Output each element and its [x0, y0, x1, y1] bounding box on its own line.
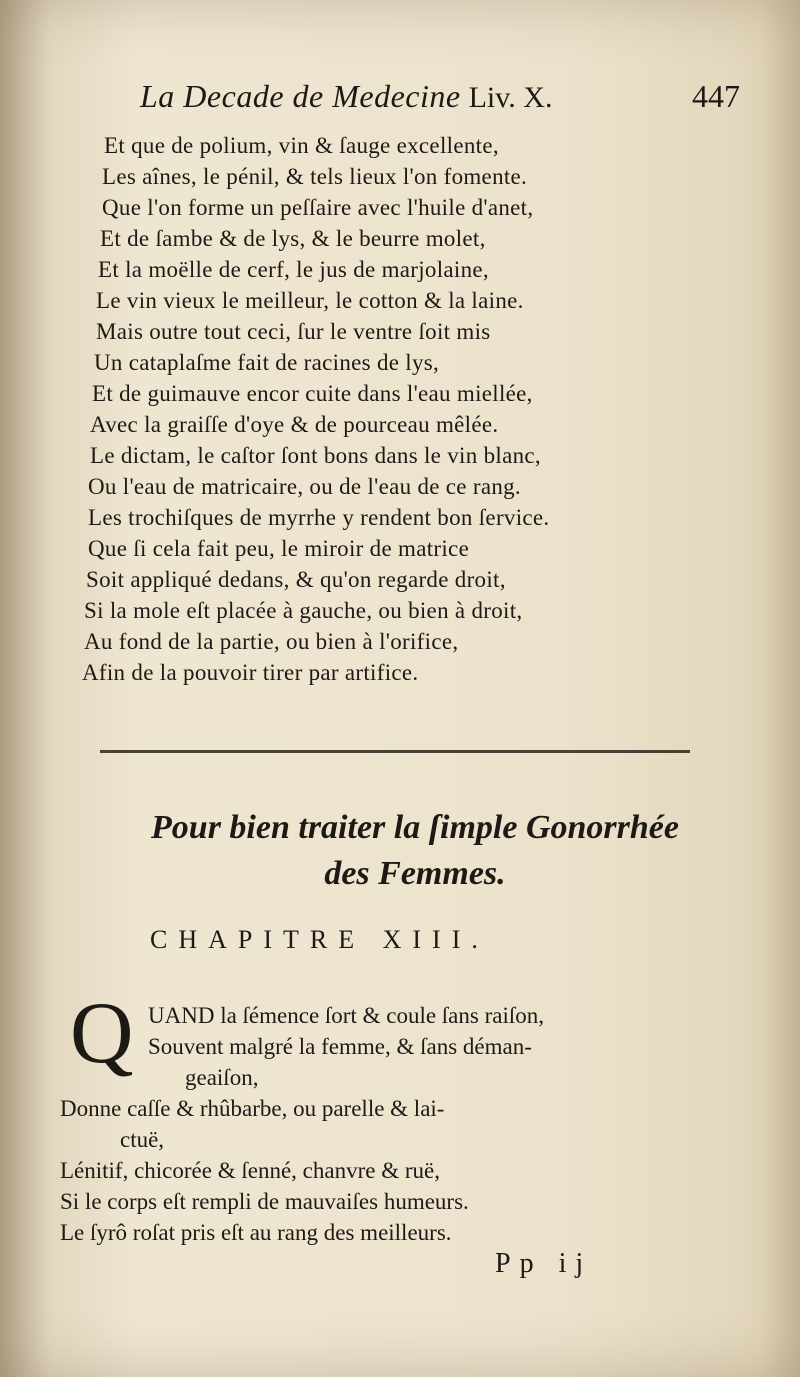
body-line: Le ſyrô roſat pris eſt au rang des meilleurs. [60, 1220, 452, 1245]
verse-line: Que ſi cela fait peu, le miroir de matrice [88, 536, 470, 561]
body-line: UAND la ſémence ſort & coule ſans raiſon, [148, 1003, 544, 1028]
verse-line: Avec la graiſſe d'oye & de pourceau mêlée. [90, 412, 499, 437]
verse-block [82, 130, 742, 688]
verse-line: Un cataplaſme fait de racines de lys, [94, 350, 440, 375]
verse-line: Le vin vieux le meilleur, le cotton & la laine. [96, 288, 524, 313]
body-line: Souvent malgré la femme, & ſans déman- [148, 1034, 532, 1059]
verse-line: Et que de polium, vin & ſauge excellente, [104, 133, 499, 158]
chapter-title: CHAPITRE XIII. [150, 925, 489, 954]
section-divider [100, 750, 690, 753]
heading-line-1: Pour bien traiter la ſimple Gonorrhée [151, 809, 679, 846]
book-label: Liv. X. [468, 81, 553, 114]
verse-line: Au fond de la partie, ou bien à l'orifice, [84, 629, 459, 654]
running-title: La Decade de Medecine [140, 78, 461, 114]
verse-line: Afin de la pouvoir tirer par artifice. [82, 660, 419, 685]
verse-line: Et de guimauve encor cuite dans l'eau miellée, [92, 381, 533, 406]
section-heading [70, 805, 760, 897]
running-header [140, 78, 740, 128]
drop-cap: Q [70, 985, 134, 1082]
page-number: 447 [692, 78, 740, 114]
verse-line: Les trochiſques de myrrhe y rendent bon ſervice. [88, 505, 550, 530]
body-line: Donne caſſe & rhûbarbe, ou parelle & lai- [60, 1096, 445, 1121]
verse-line: Ou l'eau de matricaire, ou de l'eau de ce rang. [88, 474, 521, 499]
body-line: geaiſon, [185, 1065, 259, 1090]
verse-line: Soit appliqué dedans, & qu'on regarde droit, [86, 567, 506, 592]
verse-line: Et la moëlle de cerf, le jus de marjolaine, [98, 257, 489, 282]
signature-mark: Pp ij [495, 1248, 593, 1279]
verse-line: Mais outre tout ceci, ſur le ventre ſoit mis [96, 319, 491, 344]
body-line: Lénitif, chicorée & ſenné, chanvre & ruë, [60, 1158, 440, 1183]
body-line: Si le corps eſt rempli de mauvaiſes humeurs. [60, 1189, 469, 1214]
body-line: ctuë, [120, 1127, 165, 1152]
heading-line-2: des Femmes. [324, 855, 506, 892]
verse-line: Si la mole eſt placée à gauche, ou bien à droit, [84, 598, 523, 623]
verse-line: Que l'on forme un peſſaire avec l'huile d'anet, [102, 195, 534, 220]
verse-line: Et de ſambe & de lys, & le beurre molet, [100, 226, 486, 251]
verse-line: Les aînes, le pénil, & tels lieux l'on fomente. [102, 164, 528, 189]
verse-line: Le dictam, le caſtor ſont bons dans le vin blanc, [90, 443, 541, 468]
